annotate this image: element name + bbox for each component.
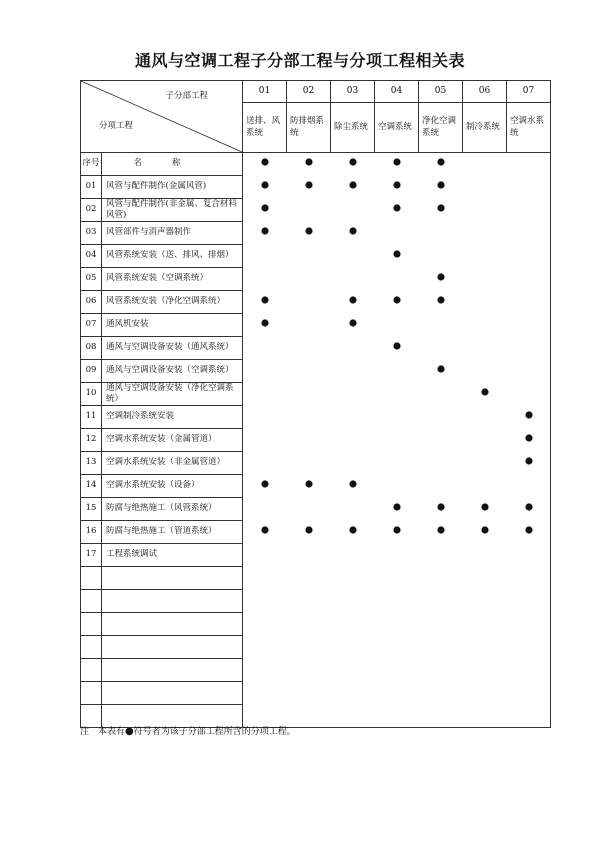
row-name: 空调水系统安装（金属管道）: [106, 434, 217, 445]
row-name: 通风与空调设备安装（通风系统）: [106, 342, 234, 353]
row-name-cell: [102, 475, 243, 498]
mark-dot: [393, 526, 400, 533]
row-number: [81, 590, 102, 613]
row-name-cell: [102, 613, 243, 636]
row-number: 03: [81, 222, 102, 245]
row-name-cell: [102, 682, 243, 705]
row-name: 风管系统安装（净化空调系统）: [106, 296, 226, 307]
row-number: 14: [81, 475, 102, 498]
mark-dot: [393, 158, 400, 165]
subsystem-code-01: 01: [243, 81, 287, 103]
row-name-cell: [102, 659, 243, 682]
footnote-prefix: 注 本表有: [80, 727, 126, 737]
row-name-cell: [102, 406, 243, 429]
subsystem-name-05: 净化空调系统: [419, 103, 463, 153]
mark-dot: [261, 204, 268, 211]
row-name: 风管系统安装（空调系统）: [106, 273, 209, 284]
subsystem-code-06: 06: [463, 81, 507, 103]
mark-dot: [481, 388, 488, 395]
subsystem-code-02: 02: [287, 81, 331, 103]
diagonal-line: [81, 81, 242, 152]
row-name-cell: [102, 268, 243, 291]
row-name-cell: [102, 314, 243, 337]
row-number: 05: [81, 268, 102, 291]
row-number: 04: [81, 245, 102, 268]
mark-dot: [437, 273, 444, 280]
mark-dot: [305, 158, 312, 165]
row-name: 防腐与绝热施工（管道系统）: [106, 526, 217, 537]
row-name-cell: [102, 452, 243, 475]
mark-dot: [349, 526, 356, 533]
row-name-cell: [102, 383, 243, 406]
subsystem-header-label: 子分部工程: [165, 91, 208, 101]
mark-dot: [437, 365, 444, 372]
row-number: [81, 659, 102, 682]
subsystem-name-04: 空调系统: [375, 103, 419, 153]
mark-dot: [525, 503, 532, 510]
mark-dot: [525, 411, 532, 418]
mark-dot: [393, 503, 400, 510]
mark-dot: [525, 434, 532, 441]
row-name-cell: [102, 636, 243, 659]
mark-dot: [349, 296, 356, 303]
mark-dot: [349, 158, 356, 165]
col-no-header: 序号: [81, 153, 102, 176]
row-name: 通风机安装: [106, 319, 149, 330]
mark-dot: [305, 227, 312, 234]
mark-dot: [261, 158, 268, 165]
row-number: 13: [81, 452, 102, 475]
row-number: 08: [81, 337, 102, 360]
mark-dot: [437, 181, 444, 188]
mark-dot: [437, 158, 444, 165]
row-name-cell: [102, 429, 243, 452]
row-number: [81, 567, 102, 590]
subitem-header-label: 分项工程: [99, 120, 134, 131]
row-number: 10: [81, 383, 102, 406]
relation-table: [80, 80, 551, 728]
mark-dot: [261, 227, 268, 234]
row-name-cell: [102, 337, 243, 360]
mark-dot: [305, 526, 312, 533]
mark-dot: [349, 227, 356, 234]
col-name-header: 名称: [102, 153, 243, 176]
row-name: 防腐与绝热施工（风管系统）: [106, 503, 217, 514]
subsystem-name-03: 除尘系统: [331, 103, 375, 153]
row-name: 风管与配件制作(金属风管): [106, 181, 207, 192]
row-number: 17: [81, 544, 102, 567]
row-name: 风管系统安装（送、排风、排烟）: [106, 250, 234, 261]
page-title: 通风与空调工程子分部工程与分项工程相关表: [134, 51, 465, 70]
mark-dot: [481, 526, 488, 533]
row-name-cell: [102, 222, 243, 245]
mark-layer: [243, 153, 550, 727]
row-name: 通风与空调设备安装（空调系统）: [106, 365, 234, 376]
row-name-cell: [102, 544, 243, 567]
mark-dot: [481, 503, 488, 510]
row-number: 06: [81, 291, 102, 314]
row-number: [81, 636, 102, 659]
row-name-cell: [102, 245, 243, 268]
row-name-cell: [102, 360, 243, 383]
row-name: 通风与空调设备安装（净化空调系统）: [106, 383, 234, 405]
row-name: 工程系统调试: [106, 549, 158, 560]
row-number: 09: [81, 360, 102, 383]
row-name: 风管部件与消声器制作: [106, 227, 192, 238]
subsystem-name-06: 制冷系统: [463, 103, 507, 153]
mark-dot: [305, 181, 312, 188]
subsystem-name-02: 防排烟系统: [287, 103, 331, 153]
subsystem-name-01: 送排、风系统: [243, 103, 287, 153]
mark-dot: [393, 342, 400, 349]
mark-dot: [261, 181, 268, 188]
mark-dot: [525, 457, 532, 464]
mark-dot: [349, 181, 356, 188]
row-number: [81, 613, 102, 636]
row-number: 12: [81, 429, 102, 452]
row-name: 风管与配件制作(非金属、复合材料风管): [106, 199, 237, 221]
row-name-cell: [102, 176, 243, 199]
mark-dot: [261, 296, 268, 303]
subsystem-code-07: 07: [507, 81, 551, 103]
row-name: 空调水系统安装（非金属管道）: [106, 457, 226, 468]
row-number: 16: [81, 521, 102, 544]
row-number: [81, 682, 102, 705]
row-name-cell: [102, 521, 243, 544]
mark-dot: [437, 204, 444, 211]
mark-dot: [261, 480, 268, 487]
row-name: 空调制冷系统安装: [106, 411, 175, 422]
subsystem-code-03: 03: [331, 81, 375, 103]
mark-dot: [393, 204, 400, 211]
row-name-cell: [102, 498, 243, 521]
subsystem-name-07: 空调水系统: [507, 103, 551, 153]
mark-dot: [393, 296, 400, 303]
row-name-cell: [102, 590, 243, 613]
mark-dot: [261, 319, 268, 326]
mark-dot: [437, 296, 444, 303]
bullet-symbol: ●: [125, 726, 134, 737]
row-name: 空调水系统安装（设备）: [106, 480, 200, 491]
mark-dot: [349, 480, 356, 487]
mark-dot: [437, 526, 444, 533]
row-number: 01: [81, 176, 102, 199]
mark-dot: [349, 319, 356, 326]
mark-dot: [261, 526, 268, 533]
subsystem-code-04: 04: [375, 81, 419, 103]
footnote-suffix: 符号者为该子分部工程所含的分项工程。: [133, 727, 296, 737]
mark-dot: [393, 250, 400, 257]
subsystem-code-05: 05: [419, 81, 463, 103]
mark-dot: [393, 181, 400, 188]
row-number: 02: [81, 199, 102, 222]
mark-area: [243, 153, 551, 728]
row-name-cell: [102, 199, 243, 222]
row-name-cell: [102, 291, 243, 314]
row-number: 07: [81, 314, 102, 337]
row-number: 11: [81, 406, 102, 429]
diagonal-header-cell: [81, 81, 243, 153]
footnote: [80, 724, 296, 737]
row-number: 15: [81, 498, 102, 521]
mark-dot: [305, 480, 312, 487]
mark-dot: [525, 526, 532, 533]
mark-dot: [437, 503, 444, 510]
row-name-cell: [102, 567, 243, 590]
